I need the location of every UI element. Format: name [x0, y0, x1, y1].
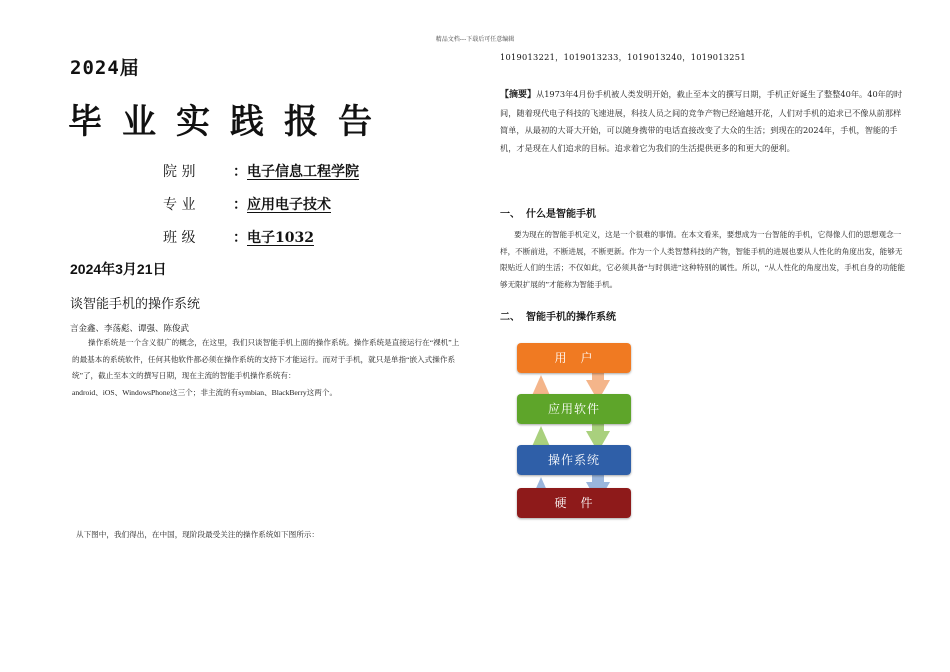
chart-intro-line: 从下图中，我们得出，在中国，现阶段最受关注的操作系统如下图所示： — [76, 530, 319, 539]
field-major-label: 专 业 — [163, 197, 196, 213]
article-intro — [72, 335, 462, 401]
field-class: 班 级 ：电子1032 — [163, 227, 314, 247]
article-title: 谈智能手机的操作系统 — [70, 297, 201, 312]
section-heading-2 — [500, 308, 616, 323]
student-ids: 1019013221，1019013233，1019013240，1019013251 — [500, 52, 746, 62]
field-class-label: 班 级 — [163, 230, 196, 246]
abstract-text: 从1973年4月份手机被人类发明开始，截止至本文的撰写日期，手机正好诞生了整整40年。40年的时间，随着现代电子科技的飞速进展，科技人员之间的竞争产物已经逾越开花，人们对手机的追求已不像从前那样简单，从最初的大哥大开始，可以随身携带的电话直接改变了大众的生活；到现在的2024年，手机，智能的手机，才是现在人们追求的目标。追求着它为我们的生活提供更多的和更大的便利。 — [500, 89, 903, 153]
field-major: 专 业 ：应用电子技术 — [163, 194, 331, 214]
report-date: 2024年3月21日 — [70, 261, 167, 277]
field-major-value: 应用电子技术 — [247, 197, 331, 213]
section-1-number: 一、 — [500, 209, 520, 220]
article-authors: 言金鑫、李荡彪、谭强、陈俊武 — [70, 324, 190, 334]
article-intro-text: 操作系统是一个含义很广的概念，在这里，我们只谈智能手机上面的操作系统。操作系统是直接运行在“裸机”上的最基本的系统软件，任何其他软件都必须在操作系统的支持下才能运行。而对于手机，就只是单指“嵌入式操作系统”了，截止至本文的撰写日期，现在主流的智能手机操作系统有： — [72, 338, 460, 380]
report-title: 毕业实践报告 — [68, 102, 392, 142]
layer-application: 应用软件 — [517, 394, 631, 424]
os-layer-diagram — [510, 338, 640, 524]
abstract-tag: 【摘要】 — [500, 90, 537, 100]
layer-hardware: 硬 件 — [517, 488, 631, 518]
graduation-year: 2024届 — [70, 57, 140, 79]
abstract — [500, 86, 905, 157]
os-list-text: android、iOS、WindowsPhone这三个；非主流的有symbian、BlackBerry这两个。 — [72, 387, 338, 397]
section-2-number: 二、 — [500, 312, 520, 323]
section-1-text: 要为现在的智能手机定义，这是一个很难的事情。在本文看来，要想成为一台智能的手机，它得像人们的思想观念一样，不断前进，不断进展，不断更新。作为一个人类智慧科技的产物，智能手机的进展也要从人性化的角度出发，能够无限贴近人们的生活；不仅如此，它必须具备“与时俱进”这种特别的属性。所以，“从人性化的角度出发，手机自身的功能能够无限扩展的”才能称为智能手机。 — [500, 230, 905, 289]
section-1-title: 什么是智能手机 — [526, 209, 596, 220]
field-class-value: 电子1032 — [247, 230, 314, 246]
field-department-label: 院 别 — [163, 164, 196, 180]
page-header-note: 精品文档---下载后可任意编辑 — [435, 36, 515, 43]
section-heading-1 — [500, 205, 596, 220]
layer-os: 操作系统 — [517, 445, 631, 475]
section-2-title: 智能手机的操作系统 — [526, 312, 616, 323]
field-department: 院 别 ：电子信息工程学院 — [163, 161, 359, 181]
layer-user: 用 户 — [517, 343, 631, 373]
field-department-value: 电子信息工程学院 — [247, 164, 359, 180]
